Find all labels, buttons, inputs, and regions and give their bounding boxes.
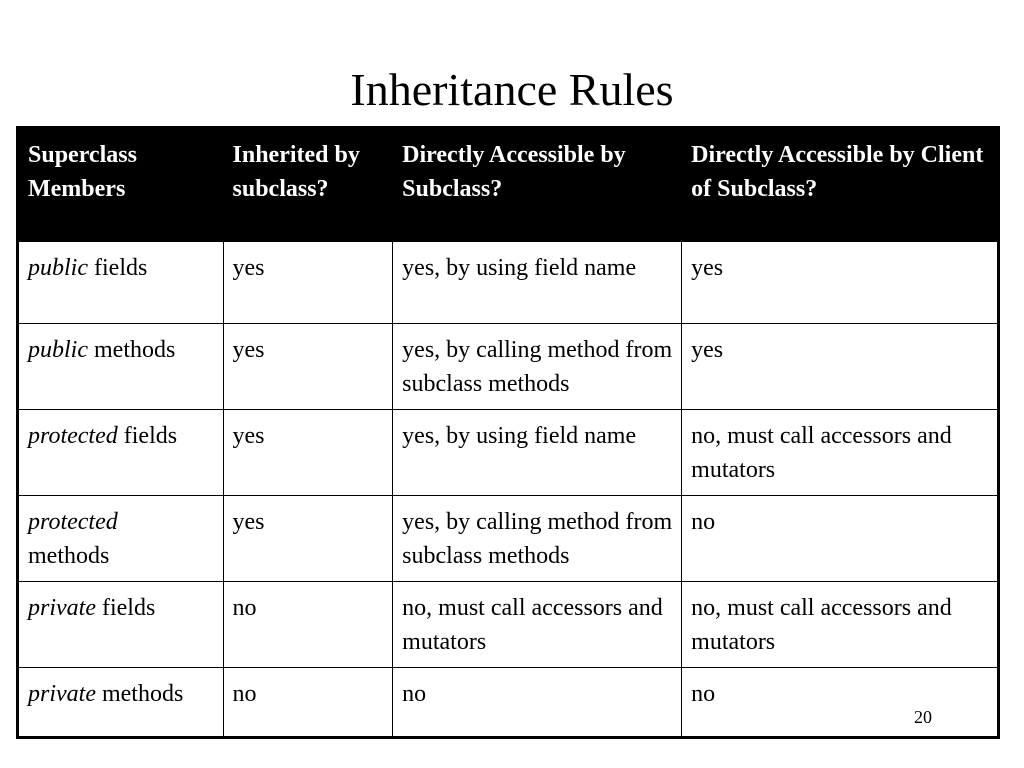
table-row [18, 582, 999, 668]
inherited-cell: yes [223, 324, 393, 410]
inherited-cell: no [223, 668, 393, 738]
inheritance-rules-table [16, 126, 1000, 739]
member-kind: fields [101, 595, 156, 621]
table-row [18, 242, 999, 324]
header-inherited-by-subclass: Inherited by subclass? [223, 128, 393, 242]
subclass-access-cell: no, must call accessors and mutators [393, 582, 682, 668]
member-kind: fields [123, 423, 178, 449]
member-cell [18, 496, 224, 582]
subclass-access-cell: yes, by using field name [393, 242, 682, 324]
member-keyword: public [28, 337, 88, 363]
member-cell [18, 410, 224, 496]
header-row [18, 128, 999, 242]
subclass-access-cell: no [393, 668, 682, 738]
page-number: 20 [914, 707, 932, 727]
table-row [18, 324, 999, 410]
subclass-access-cell: yes, by calling method from subclass methods [393, 496, 682, 582]
slide-title: Inheritance Rules [350, 64, 674, 115]
client-access-cell: yes [682, 324, 999, 410]
member-keyword: protected [28, 509, 118, 535]
member-kind: methods [94, 337, 176, 363]
header-superclass-members: Superclass Members [18, 128, 224, 242]
subclass-access-cell: yes, by calling method from subclass methods [393, 324, 682, 410]
member-cell [18, 324, 224, 410]
member-kind: methods [101, 681, 184, 707]
member-keyword: private [28, 681, 96, 707]
client-access-cell: no [682, 668, 999, 738]
inherited-cell: yes [223, 496, 393, 582]
member-kind: methods [28, 543, 110, 569]
member-keyword: public [28, 255, 88, 281]
subclass-access-cell: yes, by using field name [393, 410, 682, 496]
member-cell [18, 668, 224, 738]
header-accessible-by-client: Directly Accessible by Client of Subclass? [682, 128, 999, 242]
client-access-cell: no [682, 496, 999, 582]
table-row [18, 410, 999, 496]
table-row [18, 496, 999, 582]
client-access-cell: no, must call accessors and mutators [682, 410, 999, 496]
inherited-cell: yes [223, 410, 393, 496]
table-header [18, 128, 999, 242]
client-access-cell: no, must call accessors and mutators [682, 582, 999, 668]
table-body [18, 242, 999, 738]
client-access-cell: yes [682, 242, 999, 324]
member-cell [18, 582, 224, 668]
member-cell [18, 242, 224, 324]
member-kind: fields [94, 255, 148, 281]
member-keyword: private [28, 595, 96, 621]
inherited-cell: yes [223, 242, 393, 324]
inherited-cell: no [223, 582, 393, 668]
header-accessible-by-subclass: Directly Accessible by Subclass? [393, 128, 682, 242]
member-keyword: protected [28, 423, 118, 449]
table-row [18, 668, 999, 738]
